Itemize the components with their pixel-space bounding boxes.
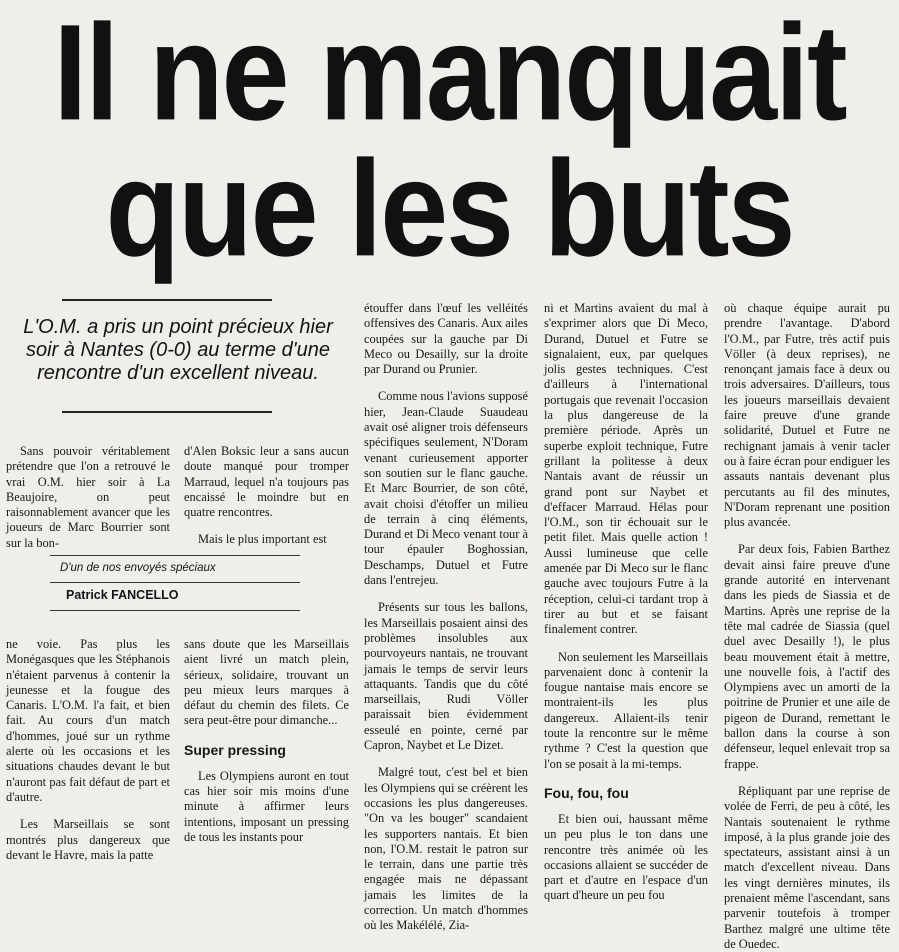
column-2-bottom (184, 637, 349, 845)
paragraph: étouffer dans l'œuf les velléités offensives des Canaris. Aux ailes coupées sur la gauche par Di Meco ou Desailly, sur la droite par Durand ou Prunier. (364, 301, 528, 377)
paragraph: Sans pouvoir véritablement prétendre que l'on a retrouvé le vrai O.M. hier soir à La Beaujoire, on peut raisonnablement avancer que les joueurs de Marc Bourrier sont sur la bon- (6, 444, 170, 550)
paragraph: d'Alen Boksic leur a sans aucun doute manqué pour tromper Marraud, lequel n'a toujours pas encaissé le moindre but en quatre rencontres. (184, 444, 349, 520)
paragraph: Les Olympiens auront en tout cas hier soir mis moins d'une minute à affirmer leurs intentions, imposant un pressing de tous les instants pour (184, 768, 349, 844)
paragraph: ni et Martins avaient du mal à s'exprimer alors que Di Meco, Durand, Dutuel et Futre se signalaient, eux, par quelques jolis gestes techniques. C'est d'ailleurs à l'international portugais que revenait l'occasion la plus dangereuse de la première période. Après un superbe exploit technique, Futre grillant la politesse à deux Nantais avant de réussir un grand pont sur Naybet et d'effacer Marraud. Hélas pour l'O.M., son tir échouait sur le petit filet. Mais quelle action ! Aussi lumineuse que celle amenée par Di Meco sur le flanc gauche avec toujours Futre à la réception, celui-ci tardant trop à tirer au but et se faisant finalement contrer. (544, 301, 708, 637)
paragraph: Répliquant par une reprise de volée de Ferri, de peu à côté, les Nantais soutenaient le rythme imposé, à la plus grande joie des spectateurs, assistant ainsi à un match d'excellent niveau. Dans les vingt dernières minutes, ils prenaient même l'ascendant, sans parvenir toutefois à tromper Barthez malgré une ultime tête de Ouedec. (724, 783, 890, 951)
paragraph: Les Marseillais se sont montrés plus dangereux que devant le Havre, mais la patte (6, 817, 170, 862)
column-4 (544, 301, 708, 904)
paragraph: Malgré tout, c'est bel et bien les Olympiens qui se créèrent les occasions les plus dangereuses. "On va les bouger" scandaient les supporters nantais. Et bien non, l'O.M. restait le patron sur le terrain, dans une partie très engagée mais ne dépassant jamais les limites de la correction. Un match d'hommes où les Makélélé, Zia- (364, 765, 528, 933)
paragraph: ne voie. Pas plus les Monégasques que les Stéphanois n'étaient parvenus à contenir la jeunesse et la fougue des Canaris. L'O.M. l'a fait, et bien fait. Au cours d'un match d'hommes, joué sur un rythme alerte où les occasions et les situations chaudes devant le but n'auront pas fait défaut de part et d'autre. (6, 637, 170, 804)
deck-top-rule (62, 299, 272, 301)
paragraph: où chaque équipe aurait pu prendre l'avantage. D'abord l'O.M., par Futre, très actif puis Völler (à deux reprises), ne renonçant jamais face à deux ou trois adversaires. D'ailleurs, tous les joueurs marseillais devaient faire preuve d'une grande solidarité, Dutuel et Futre ne rechignant jamais à venir tacler ou à faire écran pour endiguer les assauts nantais devenant plus percutants au fil des minutes, N'Doram reprenant une position plus avancée. (724, 301, 890, 530)
paragraph: Par deux fois, Fabien Barthez devait ainsi faire preuve d'une grande autorité en intervenant dans les pieds de Siassia et de Martins. Après une reprise de la tête mal cadrée de Siassia (quel duel avec Desailly !), le plus beau mouvement était à mettre, une nouvelle fois, à l'actif des Olympiens avec un amorti de la poitrine de Prunier et une aile de pigeon de Durand, remettant le ballon dans la course à son défenseur, lequel enlevait trop sa frappe. (724, 542, 890, 771)
headline-line-2: que les buts (105, 132, 794, 285)
column-5 (724, 301, 890, 952)
paragraph: Non seulement les Marseillais parvenaient donc à contenir la fougue nantaise mais encore se montraient-ils les plus dangereux. Allaient-ils tenir toute la rencontre sur le même rythme ? C'est la question que l'on se posait à la mi-temps. (544, 649, 708, 771)
paragraph: sans doute que les Marseillais aient livré un match plein, sérieux, solidaire, trouvant un peu mieux leurs marques à défaut du chemin des filets. Ce sera peut-être pour dimanche... (184, 637, 349, 728)
deck-bottom-rule (62, 411, 272, 413)
paragraph: Mais le plus important est (198, 532, 327, 547)
byline-bottom-rule (50, 610, 300, 611)
column-3 (364, 301, 528, 934)
section-heading: Fou, fou, fou (544, 784, 629, 801)
column-2-top (184, 444, 349, 548)
section-heading: Super pressing (184, 741, 286, 758)
deck-subtitle: L'O.M. a pris un point précieux hier soir à Nantes (0-0) au terme d'une rencontre d'un excellent niveau. (23, 316, 333, 384)
paragraph: Et bien oui, haussant même un peu plus le ton dans une rencontre très animée où les occasions allaient se succéder de part et d'autre en l'espace d'un quart d'heure un peu fou (544, 811, 708, 903)
paragraph: Présents sur tous les ballons, les Marseillais posaient ainsi des problèmes insolubles aux pourvoyeurs nantais, ne trouvant jamais le temps de servir leurs attaquants. Tandis que du côté marseillais, Rudi Völler paraissait bien évidemment esseulé en pointe, cerné par Capron, Naybet et Le Dizet. (364, 600, 528, 753)
byline-box (50, 555, 300, 611)
byline-envoy: D'un de nos envoyés spéciaux (60, 562, 216, 574)
headline-line-1: Il ne manquait (53, 0, 846, 149)
column-1-top (6, 444, 170, 563)
paragraph: Comme nous l'avions supposé hier, Jean-Claude Suaudeau avait osé aligner trois défenseurs spécifiques seulement, N'Doram venant curieusement apporter son soutien sur le flanc gauche. Et Marc Bourrier, de son côté, avait choisi d'étoffer un milieu de terrain à cinq éléments, Durand et Di Meco venant tour à tour épauler Boghossian, Deschamps, Dutuel et Futre dans l'entrejeu. (364, 389, 528, 588)
column-1-bottom (6, 637, 170, 863)
byline-author: Patrick FANCELLO (66, 588, 179, 602)
